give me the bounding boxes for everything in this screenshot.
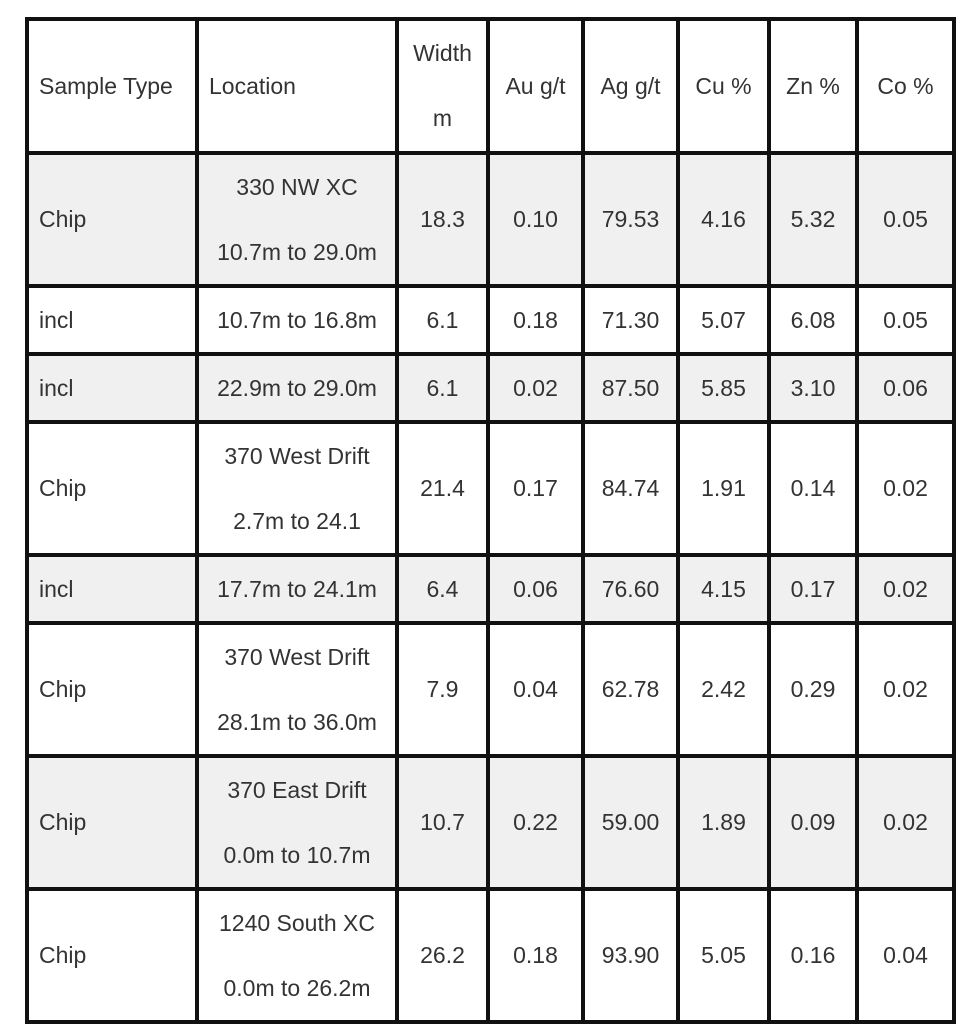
cell-width: 21.4 — [397, 422, 488, 555]
cell-zn: 0.29 — [769, 623, 857, 756]
cell-au: 0.06 — [488, 555, 583, 623]
cell-width: 10.7 — [397, 756, 488, 889]
table-row — [27, 422, 954, 555]
location-line-1: 370 West Drift — [224, 643, 370, 670]
location-line-2: 0.0m to 10.7m — [223, 841, 371, 868]
cell-au: 0.10 — [488, 153, 583, 286]
cell-cu: 2.42 — [678, 623, 769, 756]
cell-zn: 0.17 — [769, 555, 857, 623]
line-spacer — [209, 807, 385, 839]
cell-cu: 4.16 — [678, 153, 769, 286]
line-spacer — [209, 204, 385, 236]
cell-sample-type: Chip — [27, 889, 197, 1022]
cell-location — [197, 623, 397, 756]
table-row — [27, 555, 954, 623]
table-row — [27, 889, 954, 1022]
cell-ag: 76.60 — [583, 555, 678, 623]
location-line-1: 370 East Drift — [227, 776, 367, 803]
cell-ag: 59.00 — [583, 756, 678, 889]
cell-co: 0.02 — [857, 422, 954, 555]
header-co: Co % — [857, 19, 954, 153]
line-spacer — [209, 473, 385, 505]
header-ag: Ag g/t — [583, 19, 678, 153]
cell-cu: 1.89 — [678, 756, 769, 889]
cell-sample-type: Chip — [27, 422, 197, 555]
header-cu: Cu % — [678, 19, 769, 153]
cell-zn: 0.16 — [769, 889, 857, 1022]
cell-width: 26.2 — [397, 889, 488, 1022]
cell-width: 6.4 — [397, 555, 488, 623]
cell-au: 0.17 — [488, 422, 583, 555]
cell-co: 0.05 — [857, 286, 954, 354]
cell-location — [197, 153, 397, 286]
cell-ag: 84.74 — [583, 422, 678, 555]
header-au: Au g/t — [488, 19, 583, 153]
cell-width: 7.9 — [397, 623, 488, 756]
cell-cu: 4.15 — [678, 555, 769, 623]
cell-sample-type: Chip — [27, 756, 197, 889]
cell-sample-type: Chip — [27, 623, 197, 756]
cell-location: 10.7m to 16.8m — [197, 286, 397, 354]
cell-cu: 5.85 — [678, 354, 769, 422]
cell-zn: 0.09 — [769, 756, 857, 889]
line-spacer — [409, 70, 476, 102]
location-line-2: 28.1m to 36.0m — [217, 708, 377, 735]
cell-zn: 5.32 — [769, 153, 857, 286]
cell-au: 0.18 — [488, 286, 583, 354]
header-row — [27, 19, 954, 153]
header-sample-type: Sample Type — [27, 19, 197, 153]
cell-location — [197, 756, 397, 889]
header-width-unit: m — [432, 105, 453, 131]
table-row — [27, 756, 954, 889]
cell-co: 0.06 — [857, 354, 954, 422]
cell-co: 0.05 — [857, 153, 954, 286]
cell-ag: 71.30 — [583, 286, 678, 354]
cell-co: 0.02 — [857, 756, 954, 889]
cell-au: 0.18 — [488, 889, 583, 1022]
cell-ag: 87.50 — [583, 354, 678, 422]
cell-ag: 79.53 — [583, 153, 678, 286]
cell-sample-type: incl — [27, 286, 197, 354]
cell-co: 0.04 — [857, 889, 954, 1022]
assay-results-table — [25, 17, 956, 1024]
cell-sample-type: incl — [27, 354, 197, 422]
location-line-2: 0.0m to 26.2m — [223, 974, 371, 1001]
cell-cu: 1.91 — [678, 422, 769, 555]
header-width — [397, 19, 488, 153]
cell-location — [197, 889, 397, 1022]
cell-co: 0.02 — [857, 555, 954, 623]
location-line-1: 1240 South XC — [218, 909, 375, 936]
cell-zn: 6.08 — [769, 286, 857, 354]
table-row — [27, 286, 954, 354]
table-row — [27, 623, 954, 756]
cell-sample-type: Chip — [27, 153, 197, 286]
cell-cu: 5.05 — [678, 889, 769, 1022]
cell-au: 0.02 — [488, 354, 583, 422]
location-line-2: 2.7m to 24.1 — [233, 507, 361, 534]
cell-width: 6.1 — [397, 286, 488, 354]
table-row — [27, 354, 954, 422]
cell-width: 6.1 — [397, 354, 488, 422]
header-location: Location — [197, 19, 397, 153]
cell-au: 0.04 — [488, 623, 583, 756]
location-line-2: 10.7m to 29.0m — [217, 238, 377, 265]
cell-zn: 3.10 — [769, 354, 857, 422]
header-width-label: Width — [413, 40, 472, 66]
cell-width: 18.3 — [397, 153, 488, 286]
cell-ag: 93.90 — [583, 889, 678, 1022]
cell-location: 17.7m to 24.1m — [197, 555, 397, 623]
location-line-1: 370 West Drift — [224, 442, 370, 469]
header-zn: Zn % — [769, 19, 857, 153]
cell-au: 0.22 — [488, 756, 583, 889]
line-spacer — [209, 674, 385, 706]
cell-co: 0.02 — [857, 623, 954, 756]
line-spacer — [209, 940, 385, 972]
location-line-1: 330 NW XC — [236, 173, 358, 200]
table-row — [27, 153, 954, 286]
cell-location: 22.9m to 29.0m — [197, 354, 397, 422]
cell-zn: 0.14 — [769, 422, 857, 555]
cell-ag: 62.78 — [583, 623, 678, 756]
cell-sample-type: incl — [27, 555, 197, 623]
cell-location — [197, 422, 397, 555]
cell-cu: 5.07 — [678, 286, 769, 354]
